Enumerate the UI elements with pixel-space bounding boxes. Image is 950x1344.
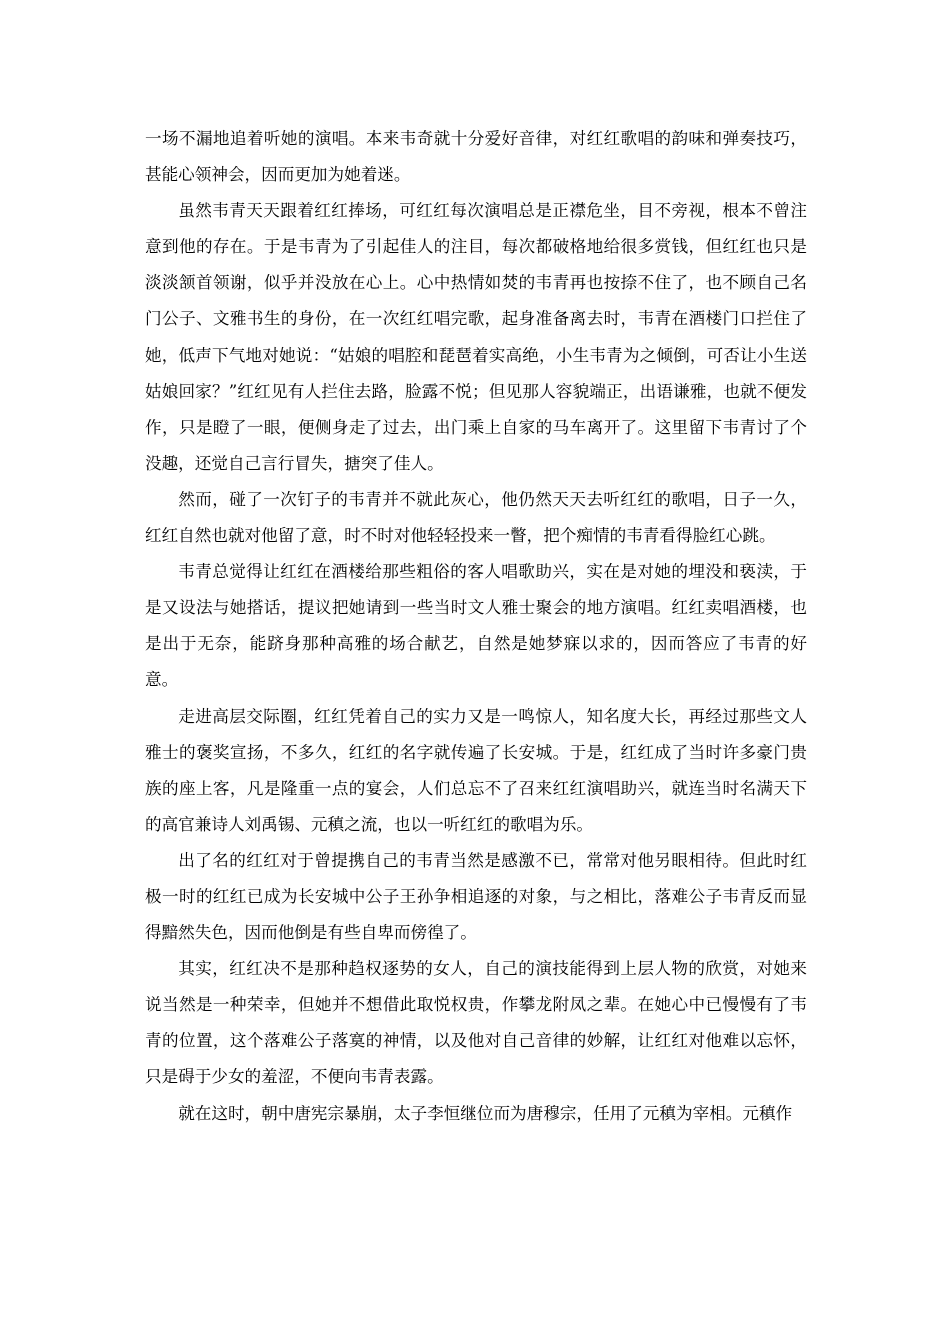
paragraph-2: 虽然韦青天天跟着红红捧场，可红红每次演唱总是正襟危坐，目不旁视，根本不曾注意到他的存在。于是韦青为了引起佳人的注目，每次都破格地给很多赏钱，但红红也只是淡淡颔首领谢，似乎并没放在心上。心中热情如焚的韦青再也按捺不住了，也不顾自己名门公子、文雅书生的身份，在一次红红唱完歌，起身准备离去时，韦青在酒楼门口拦住了她，低声下气地对她说：“姑娘的唱腔和琵琶着实高绝，小生韦青为之倾倒，可否让小生送姑娘回家？”红红见有人拦住去路，脸露不悦；但见那人容貌端正，出语谦雅，也就不便发作，只是瞪了一眼，便侧身走了过去，出门乘上自家的马车离开了。这里留下韦青讨了个没趣，还觉自己言行冒失，搪突了佳人。 (145, 201, 807, 473)
paragraph-6: 出了名的红红对于曾提携自己的韦青当然是感激不已，常常对他另眼相待。但此时红极一时的红红已成为长安城中公子王孙争相追逐的对象，与之相比，落难公子韦青反而显得黯然失色，因而他倒是有些自卑而傍徨了。 (145, 850, 807, 943)
paragraph-8: 就在这时，朝中唐宪宗暴崩，太子李恒继位而为唐穆宗，任用了元稹为宰相。元稹作 (178, 1103, 793, 1123)
paragraph-3: 然而，碰了一次钉子的韦青并不就此灰心，他仍然天天去听红红的歌唱，日子一久，红红自然也就对他留了意，时不时对他轻轻投来一瞥，把个痴情的韦青看得脸红心跳。 (145, 489, 807, 546)
document-body (145, 121, 807, 1132)
paragraph-1: 一场不漏地追着听她的演唱。本来韦奇就十分爱好音律，对红红歌唱的韵味和弹奏技巧，甚能心领神会，因而更加为她着迷。 (145, 129, 807, 185)
paragraph-7: 其实，红红决不是那种趋权逐势的女人，自己的演技能得到上层人物的欣赏，对她来说当然是一种荣幸，但她并不想借此取悦权贵，作攀龙附凤之辈。在她心中已慢慢有了韦青的位置，这个落难公子落寞的神情，以及他对自己音律的妙解，让红红对他难以忘怀，只是碍于少女的羞涩，不便向韦青表露。 (145, 959, 807, 1087)
paragraph-5: 走进高层交际圈，红红凭着自己的实力又是一鸣惊人，知名度大长，再经过那些文人雅士的褒奖宣扬，不多久，红红的名字就传遍了长安城。于是，红红成了当时许多豪门贵族的座上客，凡是隆重一点的宴会，人们总忘不了召来红红演唱助兴，就连当时名满天下的高官兼诗人刘禹锡、元稹之流，也以一听红红的歌唱为乐。 (145, 706, 807, 834)
paragraph-4: 韦青总觉得让红红在酒楼给那些粗俗的客人唱歌助兴，实在是对她的埋没和亵渎，于是又设法与她搭话，提议把她请到一些当时文人雅士聚会的地方演唱。红红卖唱酒楼，也是出于无奈，能跻身那种高雅的场合献艺，自然是她梦寐以求的，因而答应了韦青的好意。 (145, 562, 807, 690)
